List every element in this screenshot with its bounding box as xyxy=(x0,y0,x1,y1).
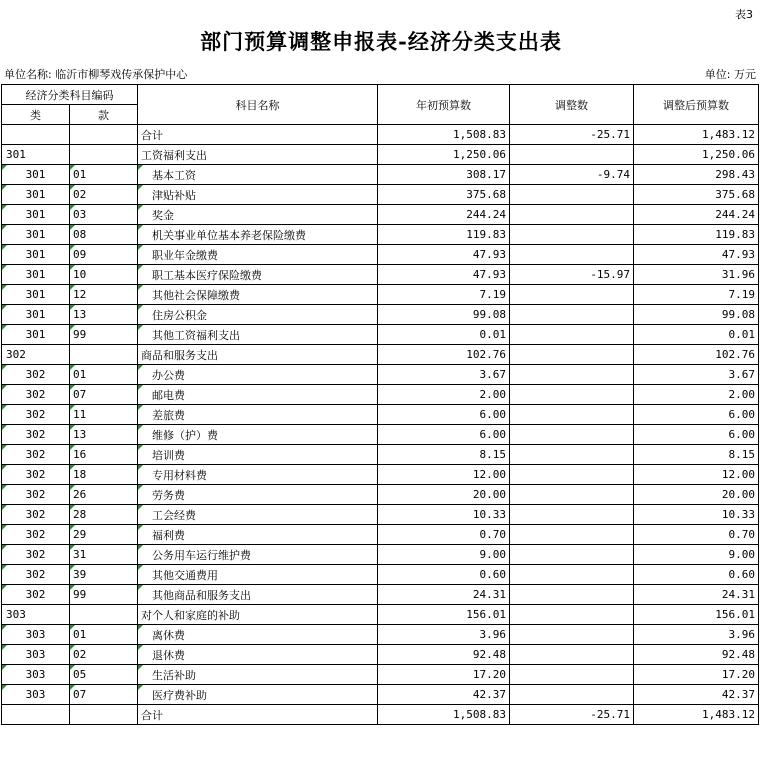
cell-lei: 302 xyxy=(2,485,70,505)
cell-adjusted: 8.15 xyxy=(634,445,759,465)
cell-kuan: 11 xyxy=(70,405,138,425)
cell-adjust xyxy=(510,665,634,685)
cell-adjust xyxy=(510,685,634,705)
cell-adjust xyxy=(510,205,634,225)
cell-name: 劳务费 xyxy=(138,485,378,505)
cell-kuan: 39 xyxy=(70,565,138,585)
table-row xyxy=(2,525,759,545)
cell-adjusted: 17.20 xyxy=(634,665,759,685)
table-row xyxy=(2,345,759,365)
cell-initial: 8.15 xyxy=(378,445,510,465)
cell-adjust xyxy=(510,485,634,505)
cell-lei xyxy=(2,125,70,145)
cell-initial: 12.00 xyxy=(378,465,510,485)
cell-adjusted: 0.60 xyxy=(634,565,759,585)
cell-adjusted: 1,250.06 xyxy=(634,145,759,165)
cell-adjust: -25.71 xyxy=(510,125,634,145)
cell-adjust xyxy=(510,225,634,245)
cell-kuan: 13 xyxy=(70,305,138,325)
cell-adjust xyxy=(510,605,634,625)
cell-initial: 7.19 xyxy=(378,285,510,305)
cell-kuan: 18 xyxy=(70,465,138,485)
table-row xyxy=(2,285,759,305)
cell-adjusted: 42.37 xyxy=(634,685,759,705)
cell-initial: 3.67 xyxy=(378,365,510,385)
cell-adjusted: 1,483.12 xyxy=(634,705,759,725)
cell-kuan: 01 xyxy=(70,625,138,645)
table-row xyxy=(2,225,759,245)
cell-name: 职业年金缴费 xyxy=(138,245,378,265)
cell-lei: 302 xyxy=(2,465,70,485)
cell-adjusted: 99.08 xyxy=(634,305,759,325)
cell-kuan: 07 xyxy=(70,385,138,405)
table-row xyxy=(2,565,759,585)
cell-initial: 1,250.06 xyxy=(378,145,510,165)
cell-name: 职工基本医疗保险缴费 xyxy=(138,265,378,285)
cell-kuan: 01 xyxy=(70,365,138,385)
cell-name: 邮电费 xyxy=(138,385,378,405)
table-row xyxy=(2,125,759,145)
table-row xyxy=(2,625,759,645)
cell-kuan: 08 xyxy=(70,225,138,245)
cell-lei: 301 xyxy=(2,145,70,165)
cell-adjusted: 6.00 xyxy=(634,405,759,425)
page-title: 部门预算调整申报表-经济分类支出表 xyxy=(200,29,562,54)
header-adjust: 调整数 xyxy=(510,85,634,125)
cell-adjusted: 244.24 xyxy=(634,205,759,225)
cell-name: 合计 xyxy=(138,705,378,725)
cell-name: 生活补助 xyxy=(138,665,378,685)
cell-name: 津贴补贴 xyxy=(138,185,378,205)
cell-initial: 375.68 xyxy=(378,185,510,205)
cell-name: 维修（护）费 xyxy=(138,425,378,445)
cell-initial: 92.48 xyxy=(378,645,510,665)
cell-lei: 302 xyxy=(2,545,70,565)
cell-kuan: 02 xyxy=(70,645,138,665)
cell-name: 培训费 xyxy=(138,445,378,465)
cell-adjusted: 102.76 xyxy=(634,345,759,365)
cell-initial: 6.00 xyxy=(378,405,510,425)
cell-initial: 0.60 xyxy=(378,565,510,585)
cell-lei: 301 xyxy=(2,185,70,205)
cell-kuan: 16 xyxy=(70,445,138,465)
cell-adjusted: 47.93 xyxy=(634,245,759,265)
cell-initial: 1,508.83 xyxy=(378,125,510,145)
cell-name: 合计 xyxy=(138,125,378,145)
cell-lei: 301 xyxy=(2,325,70,345)
cell-kuan: 12 xyxy=(70,285,138,305)
cell-adjusted: 10.33 xyxy=(634,505,759,525)
cell-adjusted: 31.96 xyxy=(634,265,759,285)
table-row xyxy=(2,165,759,185)
cell-adjusted: 375.68 xyxy=(634,185,759,205)
header-initial: 年初预算数 xyxy=(378,85,510,125)
cell-initial: 24.31 xyxy=(378,585,510,605)
cell-initial: 47.93 xyxy=(378,265,510,285)
cell-name: 差旅费 xyxy=(138,405,378,425)
cell-kuan: 02 xyxy=(70,185,138,205)
cell-lei: 302 xyxy=(2,385,70,405)
cell-initial: 42.37 xyxy=(378,685,510,705)
cell-adjusted: 6.00 xyxy=(634,425,759,445)
cell-kuan: 26 xyxy=(70,485,138,505)
currency-unit: 单位: 万元 xyxy=(704,68,756,81)
cell-initial: 47.93 xyxy=(378,245,510,265)
table-row xyxy=(2,665,759,685)
cell-initial: 99.08 xyxy=(378,305,510,325)
table-row xyxy=(2,305,759,325)
table-body xyxy=(2,125,759,725)
cell-adjust xyxy=(510,425,634,445)
cell-lei: 302 xyxy=(2,365,70,385)
cell-name: 专用材料费 xyxy=(138,465,378,485)
cell-kuan: 29 xyxy=(70,525,138,545)
cell-adjust xyxy=(510,525,634,545)
cell-adjust xyxy=(510,625,634,645)
cell-adjusted: 0.70 xyxy=(634,525,759,545)
cell-lei: 303 xyxy=(2,605,70,625)
cell-adjust xyxy=(510,405,634,425)
cell-lei: 303 xyxy=(2,645,70,665)
cell-kuan xyxy=(70,605,138,625)
header-adjusted: 调整后预算数 xyxy=(634,85,759,125)
cell-adjusted: 9.00 xyxy=(634,545,759,565)
cell-name: 办公费 xyxy=(138,365,378,385)
cell-kuan: 28 xyxy=(70,505,138,525)
cell-adjusted: 298.43 xyxy=(634,165,759,185)
cell-kuan: 10 xyxy=(70,265,138,285)
cell-name: 其他社会保障缴费 xyxy=(138,285,378,305)
table-row xyxy=(2,485,759,505)
cell-adjusted: 3.67 xyxy=(634,365,759,385)
cell-adjust xyxy=(510,325,634,345)
cell-name: 工资福利支出 xyxy=(138,145,378,165)
cell-adjust xyxy=(510,645,634,665)
cell-name: 其他工资福利支出 xyxy=(138,325,378,345)
cell-kuan: 99 xyxy=(70,585,138,605)
cell-name: 机关事业单位基本养老保险缴费 xyxy=(138,225,378,245)
expenditure-table xyxy=(1,84,759,725)
table-row xyxy=(2,445,759,465)
cell-adjust xyxy=(510,545,634,565)
cell-kuan xyxy=(70,145,138,165)
cell-lei xyxy=(2,705,70,725)
cell-adjust xyxy=(510,285,634,305)
cell-initial: 0.01 xyxy=(378,325,510,345)
cell-name: 基本工资 xyxy=(138,165,378,185)
cell-initial: 10.33 xyxy=(378,505,510,525)
cell-initial: 102.76 xyxy=(378,345,510,365)
cell-adjust: -9.74 xyxy=(510,165,634,185)
cell-kuan: 05 xyxy=(70,665,138,685)
header-name: 科目名称 xyxy=(138,85,378,125)
cell-kuan: 31 xyxy=(70,545,138,565)
cell-initial: 20.00 xyxy=(378,485,510,505)
cell-lei: 301 xyxy=(2,205,70,225)
cell-name: 商品和服务支出 xyxy=(138,345,378,365)
cell-lei: 301 xyxy=(2,265,70,285)
cell-adjusted: 1,483.12 xyxy=(634,125,759,145)
cell-initial: 119.83 xyxy=(378,225,510,245)
cell-adjusted: 7.19 xyxy=(634,285,759,305)
cell-kuan: 03 xyxy=(70,205,138,225)
cell-adjusted: 0.01 xyxy=(634,325,759,345)
cell-lei: 302 xyxy=(2,565,70,585)
cell-adjust xyxy=(510,185,634,205)
unit-info-row xyxy=(4,66,756,82)
cell-adjust: -15.97 xyxy=(510,265,634,285)
table-header xyxy=(2,85,759,125)
cell-kuan xyxy=(70,705,138,725)
table-row xyxy=(2,545,759,565)
cell-initial: 6.00 xyxy=(378,425,510,445)
cell-lei: 303 xyxy=(2,625,70,645)
table-row xyxy=(2,425,759,445)
cell-initial: 9.00 xyxy=(378,545,510,565)
cell-adjusted: 92.48 xyxy=(634,645,759,665)
cell-adjusted: 156.01 xyxy=(634,605,759,625)
cell-name: 工会经费 xyxy=(138,505,378,525)
cell-adjust xyxy=(510,585,634,605)
cell-adjusted: 24.31 xyxy=(634,585,759,605)
table-row xyxy=(2,245,759,265)
cell-lei: 302 xyxy=(2,445,70,465)
cell-adjust xyxy=(510,365,634,385)
table-row xyxy=(2,145,759,165)
cell-adjust xyxy=(510,385,634,405)
cell-name: 医疗费补助 xyxy=(138,685,378,705)
table-row xyxy=(2,645,759,665)
table-row xyxy=(2,205,759,225)
header-code-group: 经济分类科目编码 xyxy=(2,85,138,105)
cell-lei: 302 xyxy=(2,525,70,545)
cell-kuan: 13 xyxy=(70,425,138,445)
cell-adjust xyxy=(510,305,634,325)
table-row xyxy=(2,385,759,405)
cell-name: 离休费 xyxy=(138,625,378,645)
cell-adjust xyxy=(510,505,634,525)
cell-initial: 1,508.83 xyxy=(378,705,510,725)
cell-kuan: 01 xyxy=(70,165,138,185)
table-row xyxy=(2,465,759,485)
cell-adjust xyxy=(510,145,634,165)
table-number: 表3 xyxy=(735,8,753,21)
table-row xyxy=(2,605,759,625)
cell-adjust xyxy=(510,465,634,485)
cell-adjusted: 20.00 xyxy=(634,485,759,505)
cell-name: 对个人和家庭的补助 xyxy=(138,605,378,625)
cell-lei: 302 xyxy=(2,345,70,365)
cell-kuan xyxy=(70,345,138,365)
cell-kuan: 99 xyxy=(70,325,138,345)
cell-lei: 302 xyxy=(2,425,70,445)
cell-adjusted: 2.00 xyxy=(634,385,759,405)
table-row xyxy=(2,365,759,385)
cell-kuan xyxy=(70,125,138,145)
cell-adjust xyxy=(510,245,634,265)
header-kuan: 款 xyxy=(70,105,138,125)
table-row xyxy=(2,265,759,285)
cell-adjust xyxy=(510,445,634,465)
cell-adjusted: 12.00 xyxy=(634,465,759,485)
cell-name: 奖金 xyxy=(138,205,378,225)
cell-lei: 302 xyxy=(2,585,70,605)
cell-initial: 2.00 xyxy=(378,385,510,405)
cell-name: 其他商品和服务支出 xyxy=(138,585,378,605)
table-row xyxy=(2,185,759,205)
unit-name: 单位名称: 临沂市柳琴戏传承保护中心 xyxy=(4,68,188,81)
cell-lei: 301 xyxy=(2,165,70,185)
table-row xyxy=(2,685,759,705)
cell-lei: 301 xyxy=(2,225,70,245)
cell-lei: 301 xyxy=(2,305,70,325)
cell-adjust xyxy=(510,565,634,585)
cell-initial: 308.17 xyxy=(378,165,510,185)
cell-lei: 303 xyxy=(2,665,70,685)
cell-kuan: 09 xyxy=(70,245,138,265)
cell-adjusted: 3.96 xyxy=(634,625,759,645)
cell-name: 退休费 xyxy=(138,645,378,665)
cell-name: 其他交通费用 xyxy=(138,565,378,585)
table-row xyxy=(2,705,759,725)
header-lei: 类 xyxy=(2,105,70,125)
cell-initial: 0.70 xyxy=(378,525,510,545)
cell-initial: 17.20 xyxy=(378,665,510,685)
cell-adjust: -25.71 xyxy=(510,705,634,725)
table-row xyxy=(2,405,759,425)
cell-initial: 156.01 xyxy=(378,605,510,625)
cell-lei: 301 xyxy=(2,285,70,305)
table-row xyxy=(2,325,759,345)
cell-name: 公务用车运行维护费 xyxy=(138,545,378,565)
cell-initial: 3.96 xyxy=(378,625,510,645)
cell-initial: 244.24 xyxy=(378,205,510,225)
table-row xyxy=(2,505,759,525)
cell-adjust xyxy=(510,345,634,365)
cell-kuan: 07 xyxy=(70,685,138,705)
cell-lei: 302 xyxy=(2,505,70,525)
cell-name: 住房公积金 xyxy=(138,305,378,325)
cell-lei: 302 xyxy=(2,405,70,425)
cell-lei: 303 xyxy=(2,685,70,705)
cell-adjusted: 119.83 xyxy=(634,225,759,245)
cell-lei: 301 xyxy=(2,245,70,265)
table-row xyxy=(2,585,759,605)
cell-name: 福利费 xyxy=(138,525,378,545)
